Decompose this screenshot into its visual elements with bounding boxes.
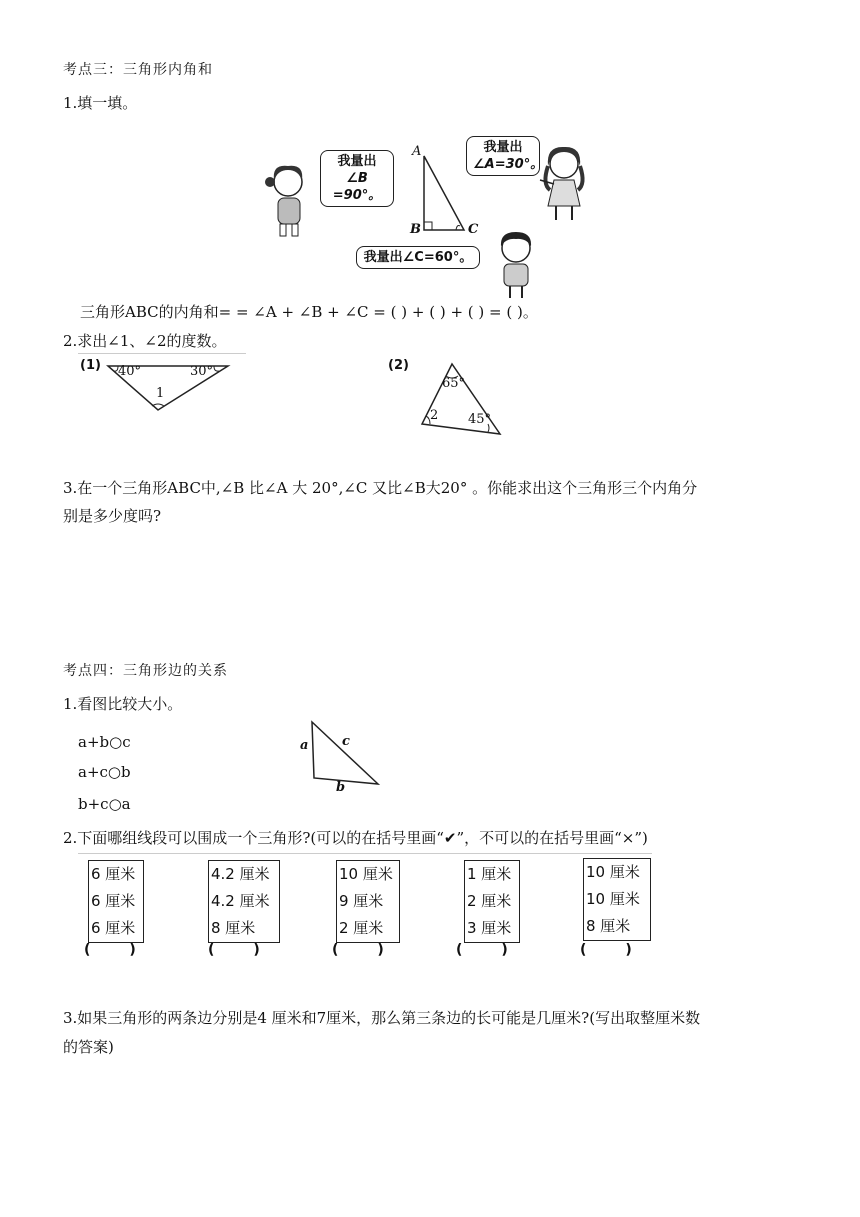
girl-left-figure	[262, 160, 322, 240]
segment-group-1: 6 厘米 6 厘米 6 厘米	[88, 860, 144, 943]
question-2-title: 2.求出∠1、∠2的度数。	[63, 332, 227, 350]
angle-measure-illustration	[262, 130, 602, 300]
segment-group-4: 1 厘米 2 厘米 3 厘米	[464, 860, 520, 943]
figure-1-angle-30: 30°	[190, 364, 214, 379]
vertex-b-label: B	[410, 222, 421, 237]
interior-angle-sum-formula: 三角形ABC的内角和= = ∠A + ∠B + ∠C = ( ) + ( ) + ( ) = ( )。	[80, 303, 538, 321]
answer-blank-4[interactable]: ( )	[456, 942, 508, 958]
girl-right-figure	[534, 140, 594, 230]
answer-blank-1[interactable]: ( )	[84, 942, 136, 958]
answer-blank-3[interactable]: ( )	[332, 942, 384, 958]
segment-group-5: 10 厘米 10 厘米 8 厘米	[583, 858, 651, 941]
comparison-a-plus-b: a+b○c	[78, 733, 131, 751]
figure-1-unknown-angle: 1	[156, 386, 165, 401]
divider	[78, 353, 246, 354]
answer-blank-5[interactable]: ( )	[580, 942, 632, 958]
segment-group-2: 4.2 厘米 4.2 厘米 8 厘米	[208, 860, 280, 943]
figure-2-angle-45: 45°	[468, 412, 492, 427]
side-a-label: a	[300, 738, 309, 753]
side-c-label: c	[342, 734, 350, 749]
figure-2-triangle	[388, 358, 518, 442]
figure-2	[388, 358, 518, 442]
speech-bubble-right: 我量出 ∠A=30°。	[466, 136, 540, 176]
figure-1-angle-40: 40°	[118, 364, 142, 379]
figure-2-angle-65: 65°	[442, 376, 466, 391]
section-4-question-3-line-2: 的答案)	[63, 1038, 114, 1056]
figure-2-unknown-angle: 2	[430, 408, 439, 423]
question-3-line-1: 3.在一个三角形ABC中,∠B 比∠A 大 20°,∠C 又比∠B大20° 。你能求出这个三角形三个内角分	[63, 479, 698, 497]
speech-bubble-left: 我量出 ∠B =90°。	[320, 150, 394, 207]
section-4-question-3-line-1: 3.如果三角形的两条边分别是4 厘米和7厘米，那么第三条边的长可能是几厘米?(写出取整厘米数	[63, 1009, 701, 1027]
comparison-b-plus-c: b+c○a	[78, 795, 131, 813]
side-b-label: b	[336, 780, 346, 795]
segment-group-3: 10 厘米 9 厘米 2 厘米	[336, 860, 400, 943]
section-4-question-1-title: 1.看图比较大小。	[63, 695, 183, 713]
boy-figure	[486, 226, 546, 300]
divider	[78, 853, 652, 854]
section-3-title: 考点三：三角形内角和	[63, 62, 213, 78]
section-4-question-2-title: 2.下面哪组线段可以围成一个三角形?(可以的在括号里画“✔”，不可以的在括号里画“×”)	[63, 829, 648, 847]
vertex-a-label: A	[412, 144, 422, 159]
figure-1-label: (1)	[80, 358, 101, 373]
triangle-abc-sides	[296, 718, 386, 798]
question-1-title: 1.填一填。	[63, 94, 138, 112]
figure-2-label: (2)	[388, 358, 409, 373]
question-3-line-2: 别是多少度吗?	[63, 507, 162, 525]
vertex-c-label: C	[468, 222, 479, 237]
speech-bubble-bottom: 我量出∠C=60°。	[356, 246, 480, 269]
comparison-a-plus-c: a+c○b	[78, 763, 131, 781]
section-4-title: 考点四：三角形边的关系	[63, 663, 228, 679]
answer-blank-2[interactable]: ( )	[208, 942, 260, 958]
figure-1	[78, 358, 238, 438]
